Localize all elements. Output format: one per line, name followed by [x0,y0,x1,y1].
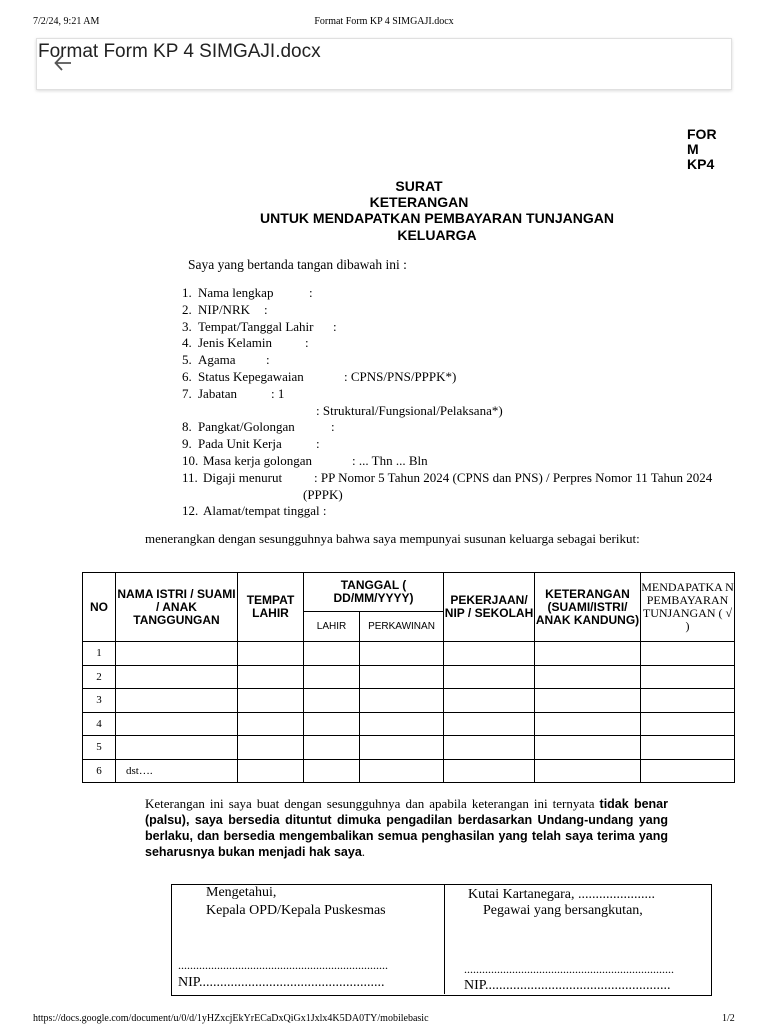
table-cell [304,759,360,783]
table-cell [238,665,304,689]
table-cell [641,759,735,783]
field-label: Jenis Kelamin [198,335,273,351]
title-untuk: UNTUK MENDAPATKAN PEMBAYARAN TUNJANGAN [260,210,614,226]
row-number: 6 [83,759,116,783]
field-number: 1. [182,285,192,300]
form-code-line: M [687,141,699,157]
table-cell [360,712,444,736]
field-value: : [316,436,320,452]
closing-part3: . [361,844,366,859]
table-cell [360,689,444,713]
field-number: 5. [182,352,192,368]
statement-text: menerangkan dengan sesungguhnya bahwa saya mempunyai susunan keluarga sebagai berikut: [145,531,640,546]
header-keterangan: KETERANGAN (SUAMI/ISTRI/ ANAK KANDUNG) [535,573,641,642]
table-row [83,642,735,666]
row-number: 5 [83,736,116,760]
table-cell [360,665,444,689]
header-no: NO [83,573,116,642]
header-nama: NAMA ISTRI / SUAMI / ANAK TANGGUNGAN [116,573,238,642]
field-label: Digaji menurut [203,469,283,485]
row-number: 4 [83,712,116,736]
field-label: Pangkat/Golongan [198,419,295,435]
field-number: 9. [182,436,192,452]
table-cell [444,689,535,713]
field-value: : CPNS/PNS/PPPK*) [344,368,457,384]
table-cell [360,642,444,666]
header-lahir: LAHIR [304,612,360,642]
title-keterangan: KETERANGAN [369,194,469,210]
table-cell [238,689,304,713]
table-row [83,689,735,713]
field-value: : ... Thn ... Bln [352,452,428,468]
table-cell [238,759,304,783]
table-cell [304,736,360,760]
print-doc-name: Format Form KP 4 SIMGAJI.docx [314,16,454,27]
field-label: Status Kepegawaian [198,368,304,384]
sig-left-line1: Mengetahui, [206,885,277,900]
sig-left-line2: Kepala OPD/Kepala Puskesmas [206,903,386,918]
closing-part1: Keterangan ini saya buat dengan sesungguhnya dan apabila keterangan ini ternyata [145,796,600,811]
field-label: Jabatan [198,385,237,401]
header-tanggal: TANGGAL ( DD/MM/YYYY) [304,573,444,612]
field-value: : [305,335,309,351]
sig-left-dots: ...................................................................... [178,958,388,972]
header-tempat-lahir: TEMPAT LAHIR [238,573,304,642]
table-cell [116,736,238,760]
table-row [83,736,735,760]
table-cell [304,712,360,736]
sig-right-line2: Pegawai yang bersangkutan, [483,903,643,918]
table-cell [535,712,641,736]
print-page-number: 1/2 [722,1013,735,1024]
field-value: : PP Nomor 5 Tahun 2024 (CPNS dan PNS) / Perpres Nomor 11 Tahun 2024 [314,469,713,485]
table-cell [444,736,535,760]
table-row [83,665,735,689]
back-arrow-icon[interactable] [52,52,74,74]
row-number: 1 [83,642,116,666]
sig-right-line1: Kutai Kartanegara, ...................... [468,887,655,902]
table-cell [641,689,735,713]
field-value: (PPPK) [303,486,343,502]
table-cell [641,712,735,736]
field-value: : [309,285,313,300]
table-cell [535,642,641,666]
print-url: https://docs.google.com/document/u/0/d/1yHZxcjEkYrECaDxQiGx1Jxlx4K5DA0TY/mobilebasic [33,1013,429,1024]
table-cell [238,712,304,736]
intro-text: Saya yang bertanda tangan dibawah ini : [188,257,407,272]
table-cell [238,642,304,666]
table-cell [116,642,238,666]
field-value: : Struktural/Fungsional/Pelaksana*) [316,402,503,418]
table-cell [641,665,735,689]
table-cell [535,736,641,760]
closing-part2: tidak benar (palsu), saya bersedia dituntut dimuka pengadilan berdasarkan Undang-undang yang berlaku, dan bersedia mengembalikan semua penghasilan yang telah saya terima yang seharusnya bukan menjadi hak saya [145,797,668,859]
document-title: Format Form KP 4 SIMGAJI.docx [38,41,321,62]
row-number: 2 [83,665,116,689]
table-cell [116,689,238,713]
table-cell [360,736,444,760]
sig-left-nip: NIP..................................................... [178,975,385,990]
table-cell [116,712,238,736]
table-cell [641,736,735,760]
table-cell [116,665,238,689]
table-cell [444,665,535,689]
table-cell [304,665,360,689]
table-cell [444,642,535,666]
table-cell [535,759,641,783]
table-cell [238,736,304,760]
field-number: 10. [182,452,199,468]
sig-right-dots: ...................................................................... [464,962,674,976]
field-label: Agama [198,352,236,368]
field-label: Tempat/Tanggal Lahir [198,318,314,334]
field-value: : 1 [271,385,285,401]
table-cell [360,759,444,783]
field-label: Nama lengkap [198,285,274,300]
table-cell [304,642,360,666]
table-cell [535,665,641,689]
table-cell-nama: dst…. [116,759,238,783]
signature-divider [444,884,445,994]
header-perkawinan: PERKAWINAN [360,612,444,642]
field-value: : [333,318,337,334]
field-number: 8. [182,419,192,435]
table-row [83,712,735,736]
field-value: : [331,419,335,435]
field-number: 11. [182,469,198,485]
field-label: Alamat/tempat tinggal : [203,503,327,519]
table-cell [444,712,535,736]
print-datetime: 7/2/24, 9:21 AM [33,16,100,27]
table-cell [444,759,535,783]
field-number: 7. [182,385,192,401]
family-table [82,572,735,783]
field-number: 3. [182,318,192,334]
row-number: 3 [83,689,116,713]
header-mendapatkan: MENDAPATKA N PEMBAYARAN TUNJANGAN ( √ ) [641,573,735,642]
field-value: : [266,352,270,368]
table-cell [304,689,360,713]
table-cell [641,642,735,666]
table-row [83,759,735,783]
field-number: 6. [182,368,192,384]
sig-right-nip: NIP..................................................... [464,978,671,993]
closing-paragraph [145,796,668,860]
field-label: Pada Unit Kerja [198,436,282,452]
field-label: Masa kerja golongan [203,452,313,468]
field-value: : [264,301,268,317]
title-surat: SURAT [395,178,443,194]
title-keluarga: KELUARGA [397,227,477,243]
header-pekerjaan: PEKERJAAN/ NIP / SEKOLAH [444,573,535,642]
form-code-line: FOR [687,126,717,142]
form-code [687,127,747,172]
form-code-line: KP4 [687,156,715,172]
field-label: NIP/NRK [198,301,251,317]
field-number: 12. [182,503,199,519]
field-number: 4. [182,335,192,351]
table-cell [535,689,641,713]
field-number: 2. [182,301,192,317]
